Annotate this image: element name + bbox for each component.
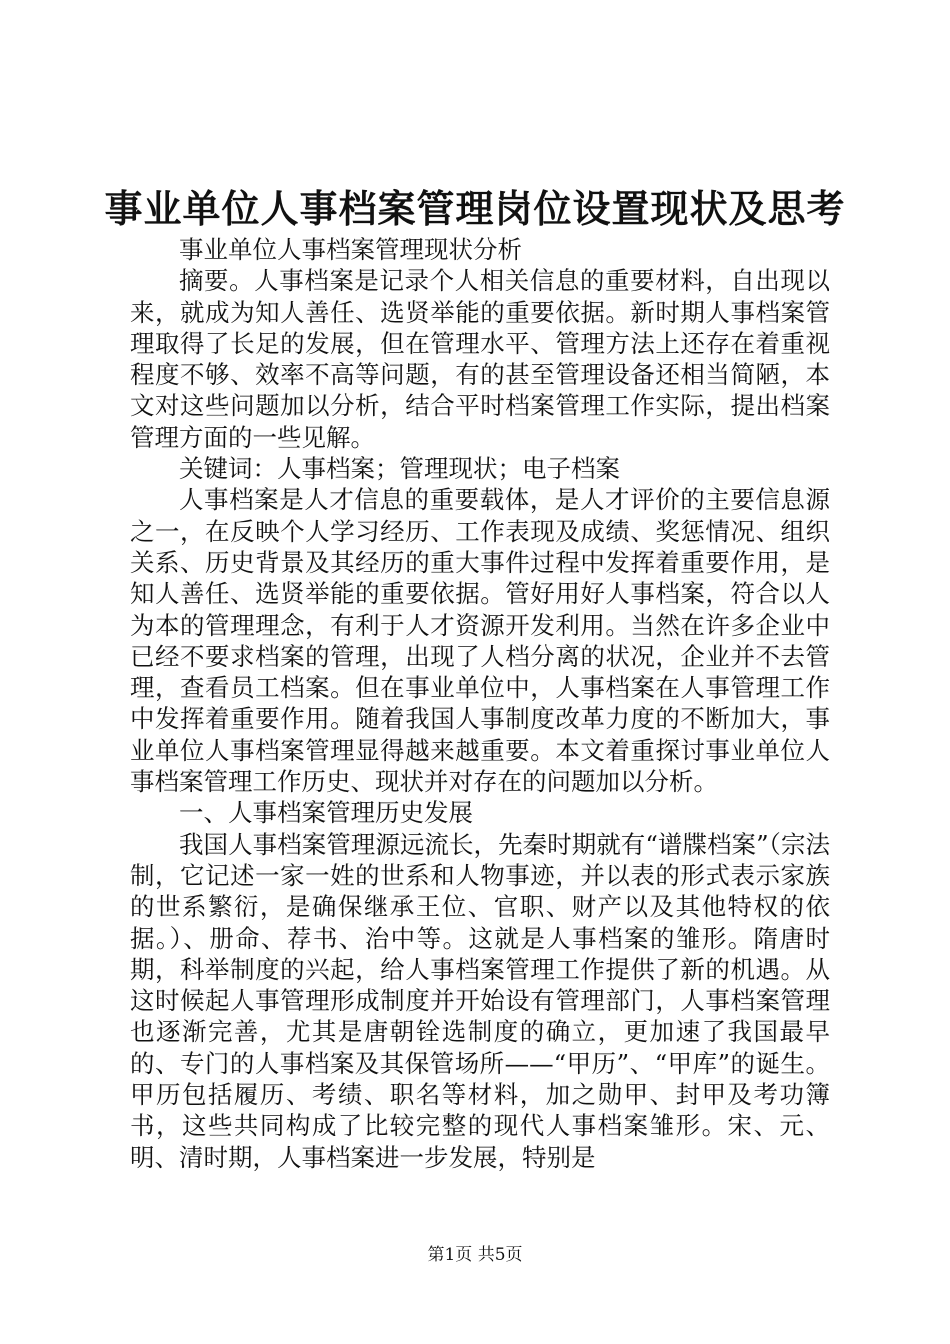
intro-paragraph: 人事档案是人才信息的重要载体，是人才评价的主要信息源之一，在反映个人学习经历、工作表现及成绩、奖惩情况、组织关系、历史背景及其经历的重大事件过程中发挥着重要作用，是知人善任、选贤举能的重要依据。管好用好人事档案，符合以人为本的管理理念，有利于人才资源开发利用。当然在许多企业中已经不要求档案的管理，出现了人档分离的状况，企业并不去管理，查看员工档案。但在事业单位中，人事档案在人事管理工作中发挥着重要作用。随着我国人事制度改革力度的不断加大，事业单位人事档案管理显得越来越重要。本文着重探讨事业单位人事档案管理工作历史、现状并对存在的问题加以分析。 <box>130 485 830 797</box>
section-heading-history: 一、人事档案管理历史发展 <box>179 798 473 828</box>
document-title: 事业单位人事档案管理岗位设置现状及思考 <box>104 186 846 231</box>
document-body <box>130 234 830 1173</box>
page-footer: 第1页 共5页 <box>427 1245 523 1265</box>
abstract-paragraph: 摘要。人事档案是记录个人相关信息的重要材料，自出现以来，就成为知人善任、选贤举能的重要依据。新时期人事档案管理取得了长足的发展，但在管理水平、管理方法上还存在着重视程度不够、效率不高等问题，有的甚至管理设备还相当简陋，本文对这些问题加以分析，结合平时档案管理工作实际，提出档案管理方面的一些见解。 <box>130 266 830 452</box>
history-paragraph: 我国人事档案管理源远流长，先秦时期就有“谱牒档案”（宗法制，它记述一家一姓的世系和人物事迹，并以表的形式表示家族的世系繁衍，是确保继承王位、官职、财产以及其他特权的依据。）、册命、荐书、治中等。这就是人事档案的雏形。隋唐时期，科举制度的兴起，给人事档案管理工作提供了新的机遇。从这时候起人事管理形成制度并开始设有管理部门，人事档案管理也逐渐完善，尤其是唐朝铨选制度的确立，更加速了我国最早的、专门的人事档案及其保管场所——“甲历”、“甲库”的诞生。甲历包括履历、考绩、职名等材料，加之勋甲、封甲及考功簿书，这些共同构成了比较完整的现代人事档案雏形。宋、元、明、清时期，人事档案进一步发展，特别是 <box>130 829 830 1172</box>
section-heading-analysis: 事业单位人事档案管理现状分析 <box>179 235 522 264</box>
keywords-paragraph: 关键词：人事档案；管理现状；电子档案 <box>179 454 620 484</box>
